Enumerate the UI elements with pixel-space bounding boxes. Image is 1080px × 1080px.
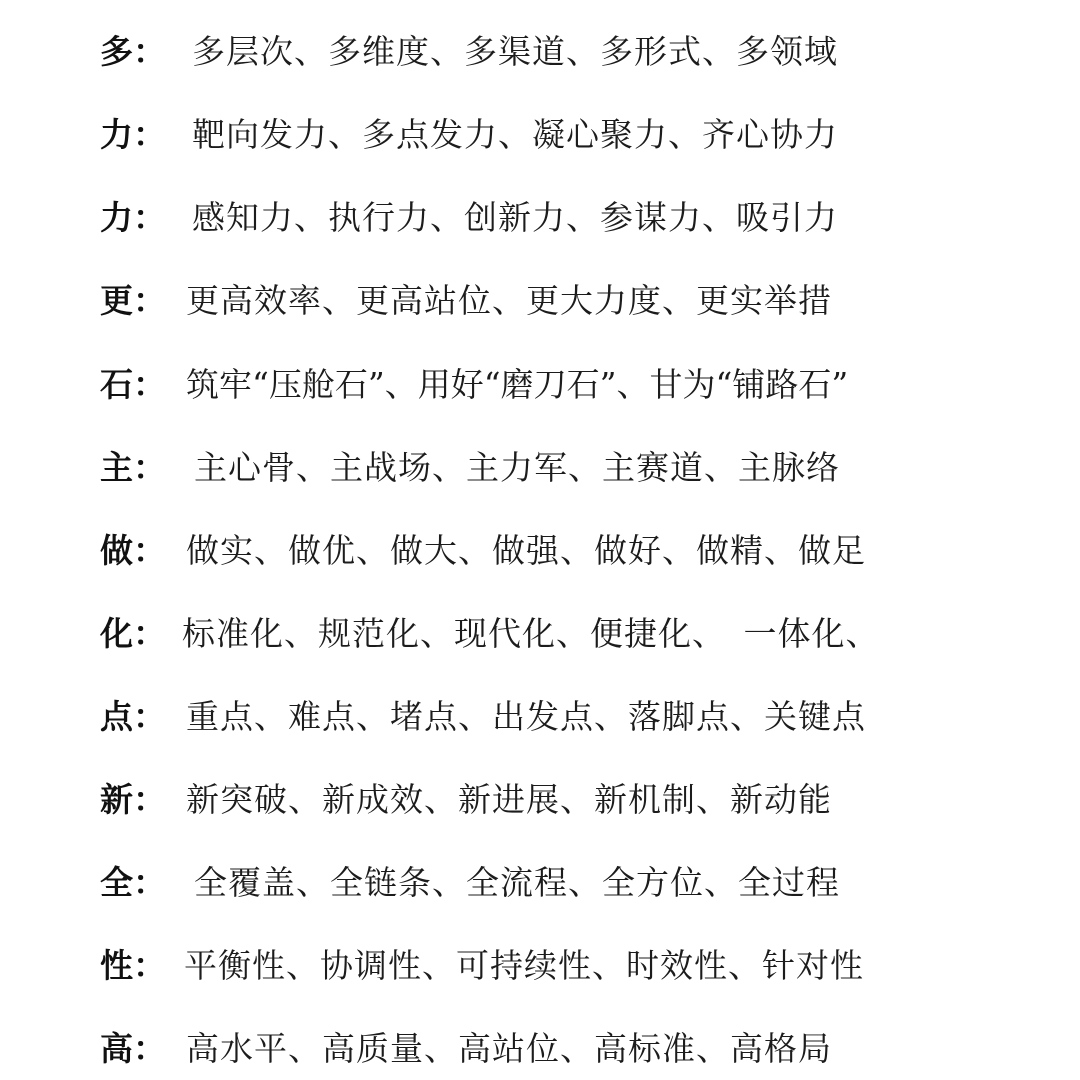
list-row-quan xyxy=(0,853,1080,913)
row-phrase: 筑牢“压舱石”、用好“磨刀石”、甘为“铺路石” xyxy=(186,365,849,404)
row-key: 化： xyxy=(100,614,166,653)
row-phrase: 多层次、多维度、多渠道、多形式、多领域 xyxy=(192,32,838,71)
row-phrase: 更高效率、更高站位、更大力度、更实举措 xyxy=(186,281,832,320)
row-key: 全： xyxy=(100,863,166,902)
row-phrase: 高水平、高质量、高站位、高标准、高格局 xyxy=(186,1029,832,1068)
list-row-shi xyxy=(0,355,1080,415)
row-phrase: 做实、做优、做大、做强、做好、做精、做足 xyxy=(186,531,866,570)
list-row-hua xyxy=(0,604,1080,664)
row-phrase: 平衡性、协调性、可持续性、时效性、针对性 xyxy=(184,946,864,985)
row-key: 主： xyxy=(100,448,166,487)
row-phrase: 靶向发力、多点发力、凝心聚力、齐心协力 xyxy=(192,115,838,154)
list-row-zhu xyxy=(0,438,1080,498)
row-key: 点： xyxy=(100,697,166,736)
row-phrase: 新突破、新成效、新进展、新机制、新动能 xyxy=(186,780,832,819)
row-phrase: 重点、难点、堵点、出发点、落脚点、关键点 xyxy=(186,697,866,736)
row-phrase: 主心骨、主战场、主力军、主赛道、主脉络 xyxy=(194,448,840,487)
list-row-geng xyxy=(0,271,1080,331)
row-key: 力： xyxy=(100,115,166,154)
row-phrase: 感知力、执行力、创新力、参谋力、吸引力 xyxy=(192,198,838,237)
list-row-li-2 xyxy=(0,188,1080,248)
list-row-xin xyxy=(0,770,1080,830)
row-key: 高： xyxy=(100,1029,166,1068)
list-row-li-1 xyxy=(0,105,1080,165)
list-row-duo xyxy=(0,22,1080,82)
row-key: 力： xyxy=(100,198,166,237)
list-row-xing xyxy=(0,936,1080,996)
row-key: 更： xyxy=(100,281,166,320)
row-phrase: 标准化、规范化、现代化、便捷化、 一体化、 xyxy=(182,614,880,653)
row-key: 石： xyxy=(100,365,166,404)
list-row-dian xyxy=(0,687,1080,747)
list-row-gao xyxy=(0,1019,1080,1079)
row-key: 新： xyxy=(100,780,166,819)
row-phrase: 全覆盖、全链条、全流程、全方位、全过程 xyxy=(194,863,840,902)
row-key: 多： xyxy=(100,32,166,71)
list-row-zuo xyxy=(0,521,1080,581)
row-key: 性： xyxy=(100,946,166,985)
row-key: 做： xyxy=(100,531,166,570)
